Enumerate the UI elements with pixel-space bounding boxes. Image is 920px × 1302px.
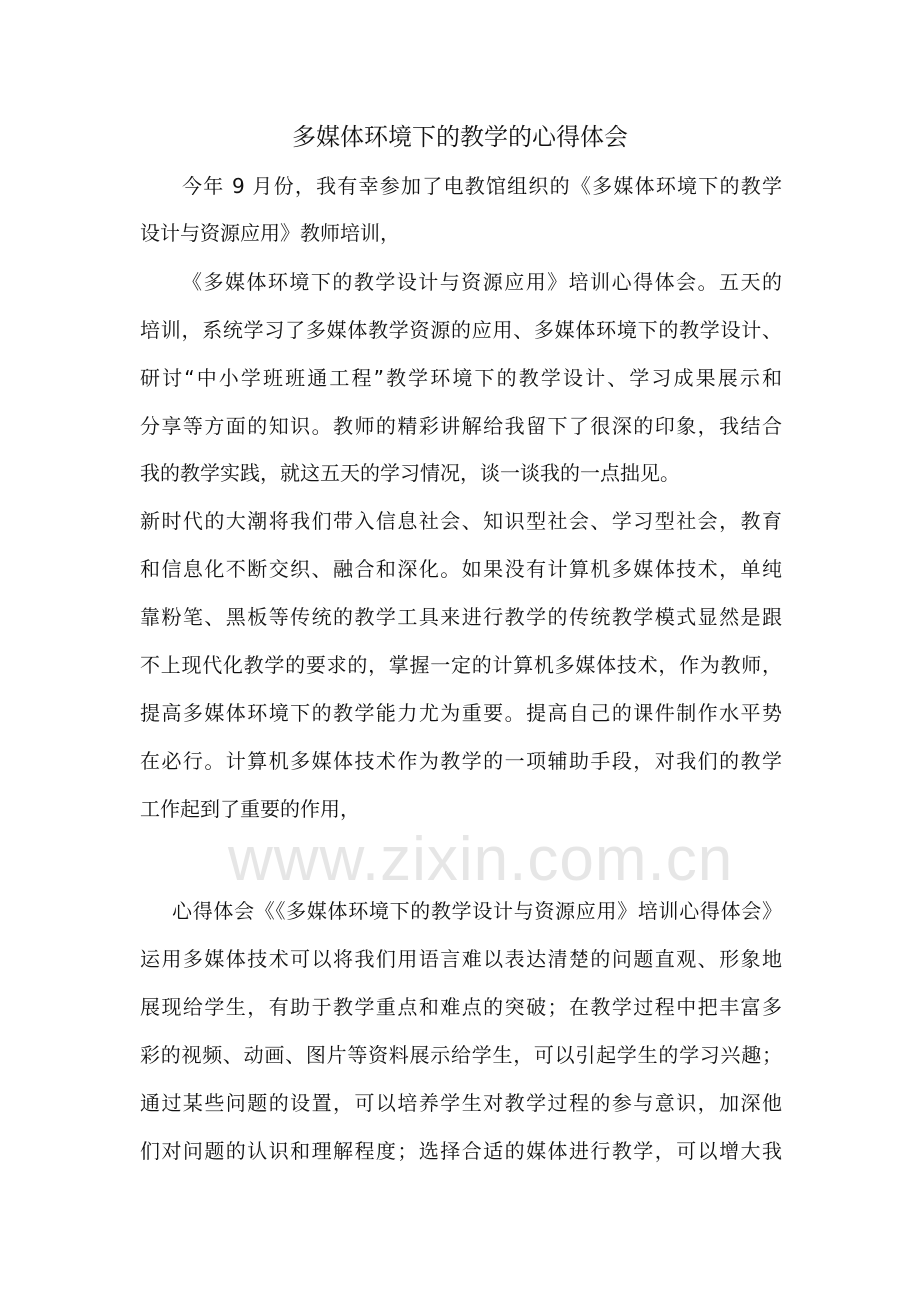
paragraph-line: 不上现代化教学的要求的，掌握一定的计算机多媒体技术，作为教师， (140, 653, 782, 677)
paragraph-line: 彩的视频、动画、图片等资料展示给学生，可以引起学生的学习兴趣； (140, 1043, 782, 1067)
paragraph-line: 提高多媒体环境下的教学能力尤为重要。提高自己的课件制作水平势 (140, 701, 782, 725)
paragraph-line: 通过某些问题的设置，可以培养学生对教学过程的参与意识，加深他 (140, 1091, 782, 1115)
paragraph-line: 我的教学实践，就这五天的学习情况，谈一谈我的一点拙见。 (140, 461, 680, 485)
paragraph-line: 靠粉笔、黑板等传统的教学工具来进行教学的传统教学模式显然是跟 (140, 605, 782, 629)
paragraph-line: 研讨“中小学班班通工程”教学环境下的教学设计、学习成果展示和 (140, 366, 782, 390)
paragraph-line: 在必行。计算机多媒体技术作为教学的一项辅助手段，对我们的教学 (140, 749, 782, 773)
paragraph-line: 设计与资源应用》教师培训， (140, 221, 400, 245)
paragraph-line: 培训，系统学习了多媒体教学资源的应用、多媒体环境下的教学设计、 (140, 318, 782, 342)
paragraph-line: 展现给学生，有助于教学重点和难点的突破；在教学过程中把丰富多 (140, 995, 782, 1019)
paragraph-line: 新时代的大潮将我们带入信息社会、知识型社会、学习型社会，教育 (140, 509, 782, 533)
paragraph-line: 分享等方面的知识。教师的精彩讲解给我留下了很深的印象，我结合 (140, 414, 782, 438)
paragraph-line: 今年 9 月份，我有幸参加了电教馆组织的《多媒体环境下的教学 (182, 174, 782, 198)
paragraph-line: 运用多媒体技术可以将我们用语言难以表达清楚的问题直观、形象地 (140, 947, 782, 971)
paragraph-line: 和信息化不断交织、融合和深化。如果没有计算机多媒体技术，单纯 (140, 557, 782, 581)
watermark: www.zixin.com.cn (228, 825, 734, 894)
paragraph-line: 心得体会《《多媒体环境下的教学设计与资源应用》培训心得体会》 (172, 899, 782, 923)
paragraph-line: 们对问题的认识和理解程度；选择合适的媒体进行教学，可以增大我 (140, 1139, 782, 1163)
paragraph-line: 工作起到了重要的作用， (140, 797, 360, 821)
document-title: 多媒体环境下的教学的心得体会 (292, 123, 628, 151)
paragraph-line: 《多媒体环境下的教学设计与资源应用》培训心得体会。五天的 (182, 270, 782, 294)
